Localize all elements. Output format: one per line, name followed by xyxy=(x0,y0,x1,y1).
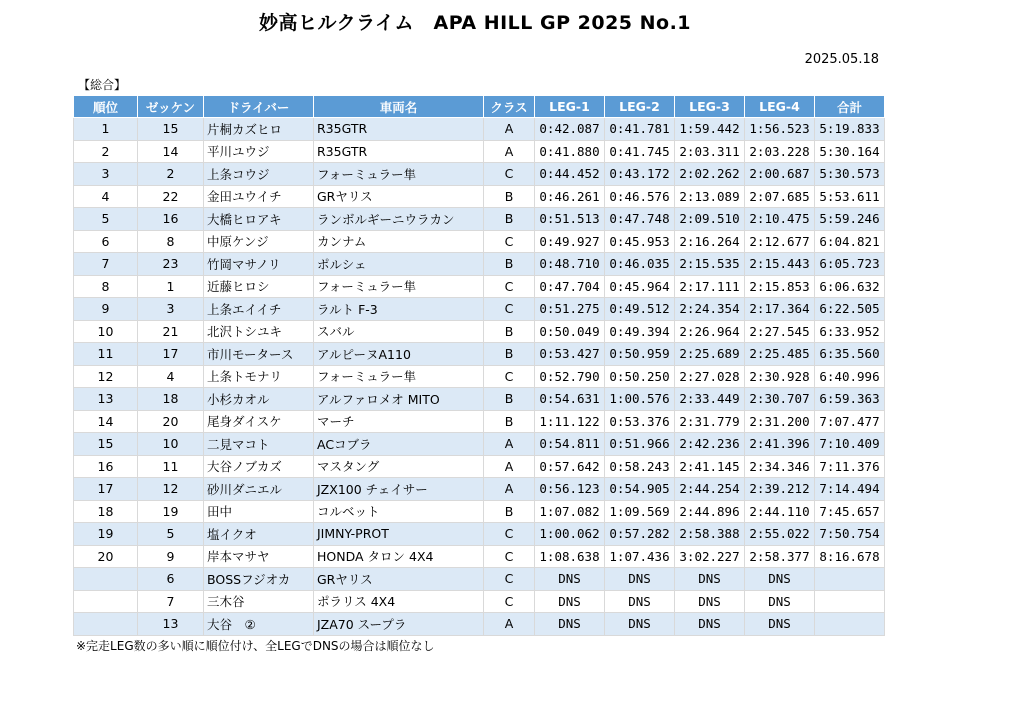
bib-header: ゼッケン xyxy=(138,96,204,118)
table-row xyxy=(74,590,885,613)
class-cell: A xyxy=(484,140,535,163)
leg3-cell: 2:03.311 xyxy=(675,140,745,163)
class-cell: B xyxy=(484,410,535,433)
rank-cell: 15 xyxy=(74,433,138,456)
car-cell: スバル xyxy=(314,320,484,343)
car-cell: ACコブラ xyxy=(314,433,484,456)
table-row xyxy=(74,613,885,636)
class-cell: B xyxy=(484,253,535,276)
leg4-cell: 2:30.928 xyxy=(745,365,815,388)
total-header: 合計 xyxy=(815,96,885,118)
car-cell: フォーミュラー隼 xyxy=(314,275,484,298)
bib-cell: 8 xyxy=(138,230,204,253)
class-cell: B xyxy=(484,343,535,366)
driver-cell: 近藤ヒロシ xyxy=(204,275,314,298)
bib-cell: 17 xyxy=(138,343,204,366)
total-cell: 7:11.376 xyxy=(815,455,885,478)
bib-cell: 12 xyxy=(138,478,204,501)
car-cell: JIMNY-PROT xyxy=(314,523,484,546)
rank-cell: 11 xyxy=(74,343,138,366)
leg1-cell: DNS xyxy=(535,568,605,591)
leg4-cell: 2:07.685 xyxy=(745,185,815,208)
rank-header: 順位 xyxy=(74,96,138,118)
class-cell: A xyxy=(484,118,535,141)
leg1-cell: 1:11.122 xyxy=(535,410,605,433)
table-row xyxy=(74,433,885,456)
leg1-cell: 0:41.880 xyxy=(535,140,605,163)
leg3-cell: 1:59.442 xyxy=(675,118,745,141)
leg3-cell: 2:58.388 xyxy=(675,523,745,546)
car-cell: カンナム xyxy=(314,230,484,253)
leg1-cell: 0:47.704 xyxy=(535,275,605,298)
leg3-header: LEG-3 xyxy=(675,96,745,118)
bib-cell: 20 xyxy=(138,410,204,433)
driver-cell: 塩イクオ xyxy=(204,523,314,546)
leg1-cell: 0:54.811 xyxy=(535,433,605,456)
table-row xyxy=(74,208,885,231)
total-cell: 5:30.573 xyxy=(815,163,885,186)
rank-cell: 1 xyxy=(74,118,138,141)
total-cell: 6:35.560 xyxy=(815,343,885,366)
leg3-cell: 2:02.262 xyxy=(675,163,745,186)
leg3-cell: 2:33.449 xyxy=(675,388,745,411)
car-cell: R35GTR xyxy=(314,140,484,163)
class-cell: B xyxy=(484,185,535,208)
total-cell xyxy=(815,590,885,613)
table-row xyxy=(74,478,885,501)
total-cell: 7:07.477 xyxy=(815,410,885,433)
table-row xyxy=(74,343,885,366)
total-cell: 7:45.657 xyxy=(815,500,885,523)
leg2-cell: 0:53.376 xyxy=(605,410,675,433)
leg1-cell: DNS xyxy=(535,590,605,613)
driver-cell: 上条トモナリ xyxy=(204,365,314,388)
leg4-cell: 2:15.853 xyxy=(745,275,815,298)
class-cell: C xyxy=(484,275,535,298)
leg1-cell: 0:53.427 xyxy=(535,343,605,366)
leg4-cell: 2:30.707 xyxy=(745,388,815,411)
table-row xyxy=(74,253,885,276)
table-row xyxy=(74,388,885,411)
leg3-cell: 2:16.264 xyxy=(675,230,745,253)
class-cell: C xyxy=(484,568,535,591)
bib-cell: 6 xyxy=(138,568,204,591)
leg1-cell: 1:07.082 xyxy=(535,500,605,523)
leg2-cell: 0:43.172 xyxy=(605,163,675,186)
class-cell: C xyxy=(484,298,535,321)
leg3-cell: 2:27.028 xyxy=(675,365,745,388)
leg3-cell: 2:25.689 xyxy=(675,343,745,366)
driver-cell: 上条エイイチ xyxy=(204,298,314,321)
leg1-cell: 0:51.275 xyxy=(535,298,605,321)
class-cell: C xyxy=(484,590,535,613)
leg1-cell: 0:46.261 xyxy=(535,185,605,208)
leg1-cell: 0:54.631 xyxy=(535,388,605,411)
table-row xyxy=(74,545,885,568)
table-row xyxy=(74,455,885,478)
driver-cell: 二見マコト xyxy=(204,433,314,456)
leg1-cell: 0:52.790 xyxy=(535,365,605,388)
rank-cell: 13 xyxy=(74,388,138,411)
total-cell: 6:59.363 xyxy=(815,388,885,411)
car-cell: JZA70 スープラ xyxy=(314,613,484,636)
rank-cell: 4 xyxy=(74,185,138,208)
rank-cell: 8 xyxy=(74,275,138,298)
car-cell: マーチ xyxy=(314,410,484,433)
rank-cell: 7 xyxy=(74,253,138,276)
leg3-cell: 2:44.896 xyxy=(675,500,745,523)
bib-cell: 14 xyxy=(138,140,204,163)
bib-cell: 18 xyxy=(138,388,204,411)
leg1-cell: DNS xyxy=(535,613,605,636)
driver-cell: 金田ユウイチ xyxy=(204,185,314,208)
bib-cell: 16 xyxy=(138,208,204,231)
class-cell: A xyxy=(484,455,535,478)
car-cell: フォーミュラー隼 xyxy=(314,163,484,186)
leg1-cell: 0:56.123 xyxy=(535,478,605,501)
table-row xyxy=(74,140,885,163)
total-cell: 5:53.611 xyxy=(815,185,885,208)
leg1-cell: 0:51.513 xyxy=(535,208,605,231)
leg2-cell: 0:54.905 xyxy=(605,478,675,501)
leg2-cell: 1:07.436 xyxy=(605,545,675,568)
leg3-cell: 2:44.254 xyxy=(675,478,745,501)
total-cell: 5:59.246 xyxy=(815,208,885,231)
bib-cell: 10 xyxy=(138,433,204,456)
total-cell xyxy=(815,613,885,636)
driver-cell: 岸本マサヤ xyxy=(204,545,314,568)
car-cell: ラルト F-3 xyxy=(314,298,484,321)
rank-cell xyxy=(74,613,138,636)
table-row xyxy=(74,410,885,433)
car-cell: R35GTR xyxy=(314,118,484,141)
leg2-cell: 0:50.959 xyxy=(605,343,675,366)
leg4-cell: 2:25.485 xyxy=(745,343,815,366)
bib-cell: 15 xyxy=(138,118,204,141)
leg2-cell: 0:50.250 xyxy=(605,365,675,388)
leg4-cell: 2:44.110 xyxy=(745,500,815,523)
footnote: ※完走LEG数の多い順に順位付け、全LEGでDNSの場合は順位なし xyxy=(76,639,435,653)
driver-cell: BOSSフジオカ xyxy=(204,568,314,591)
total-cell: 6:33.952 xyxy=(815,320,885,343)
driver-cell: 大谷ノブカズ xyxy=(204,455,314,478)
rank-cell: 5 xyxy=(74,208,138,231)
leg4-cell: DNS xyxy=(745,568,815,591)
leg4-cell: 2:03.228 xyxy=(745,140,815,163)
leg2-cell: DNS xyxy=(605,613,675,636)
leg2-header: LEG-2 xyxy=(605,96,675,118)
car-cell: アルピーヌA110 xyxy=(314,343,484,366)
class-cell: C xyxy=(484,365,535,388)
car-cell: JZX100 チェイサー xyxy=(314,478,484,501)
leg1-cell: 0:44.452 xyxy=(535,163,605,186)
leg2-cell: 0:57.282 xyxy=(605,523,675,546)
leg3-cell: 2:31.779 xyxy=(675,410,745,433)
leg4-cell: DNS xyxy=(745,590,815,613)
table-row xyxy=(74,298,885,321)
bib-cell: 3 xyxy=(138,298,204,321)
driver-cell: 大谷 ② xyxy=(204,613,314,636)
driver-cell: 片桐カズヒロ xyxy=(204,118,314,141)
leg4-cell: 2:10.475 xyxy=(745,208,815,231)
leg2-cell: 0:45.964 xyxy=(605,275,675,298)
driver-cell: 中原ケンジ xyxy=(204,230,314,253)
total-cell: 7:14.494 xyxy=(815,478,885,501)
rank-cell: 17 xyxy=(74,478,138,501)
driver-cell: 市川モータース xyxy=(204,343,314,366)
car-cell: コルベット xyxy=(314,500,484,523)
class-cell: A xyxy=(484,433,535,456)
car-header: 車両名 xyxy=(314,96,484,118)
bib-cell: 21 xyxy=(138,320,204,343)
leg2-cell: 0:47.748 xyxy=(605,208,675,231)
rank-cell: 9 xyxy=(74,298,138,321)
page-title: 妙高ヒルクライム APA HILL GP 2025 No.1 xyxy=(258,12,692,34)
event-date: 2025.05.18 xyxy=(804,52,879,67)
total-cell: 6:05.723 xyxy=(815,253,885,276)
leg2-cell: 0:58.243 xyxy=(605,455,675,478)
rank-cell: 2 xyxy=(74,140,138,163)
leg3-cell: 2:24.354 xyxy=(675,298,745,321)
results-table xyxy=(73,95,885,636)
leg4-cell: 2:58.377 xyxy=(745,545,815,568)
car-cell: GRヤリス xyxy=(314,568,484,591)
leg1-header: LEG-1 xyxy=(535,96,605,118)
driver-cell: 三木谷 xyxy=(204,590,314,613)
rank-cell xyxy=(74,590,138,613)
leg4-cell: 2:31.200 xyxy=(745,410,815,433)
leg3-cell: DNS xyxy=(675,613,745,636)
table-row xyxy=(74,365,885,388)
leg2-cell: 0:46.035 xyxy=(605,253,675,276)
leg2-cell: DNS xyxy=(605,568,675,591)
leg3-cell: 2:09.510 xyxy=(675,208,745,231)
table-row xyxy=(74,118,885,141)
bib-cell: 7 xyxy=(138,590,204,613)
rank-cell: 6 xyxy=(74,230,138,253)
driver-cell: 北沢トシユキ xyxy=(204,320,314,343)
leg3-cell: 2:41.145 xyxy=(675,455,745,478)
driver-header: ドライバー xyxy=(204,96,314,118)
bib-cell: 2 xyxy=(138,163,204,186)
total-cell: 6:04.821 xyxy=(815,230,885,253)
rank-cell: 14 xyxy=(74,410,138,433)
leg3-cell: 3:02.227 xyxy=(675,545,745,568)
rank-cell: 18 xyxy=(74,500,138,523)
leg1-cell: 0:57.642 xyxy=(535,455,605,478)
bib-cell: 22 xyxy=(138,185,204,208)
bib-cell: 23 xyxy=(138,253,204,276)
table-row xyxy=(74,523,885,546)
leg4-cell: 1:56.523 xyxy=(745,118,815,141)
leg2-cell: 0:51.966 xyxy=(605,433,675,456)
driver-cell: 上条コウジ xyxy=(204,163,314,186)
driver-cell: 大橋ヒロアキ xyxy=(204,208,314,231)
table-row xyxy=(74,230,885,253)
leg2-cell: 0:41.781 xyxy=(605,118,675,141)
car-cell: ポラリス 4X4 xyxy=(314,590,484,613)
leg2-cell: 1:09.569 xyxy=(605,500,675,523)
class-cell: C xyxy=(484,163,535,186)
leg4-cell: 2:17.364 xyxy=(745,298,815,321)
total-cell: 6:22.505 xyxy=(815,298,885,321)
table-row xyxy=(74,163,885,186)
leg3-cell: 2:17.111 xyxy=(675,275,745,298)
table-row xyxy=(74,275,885,298)
leg4-cell: 2:27.545 xyxy=(745,320,815,343)
leg2-cell: 0:41.745 xyxy=(605,140,675,163)
class-cell: C xyxy=(484,545,535,568)
driver-cell: 田中 xyxy=(204,500,314,523)
car-cell: ランボルギーニウラカン xyxy=(314,208,484,231)
car-cell: HONDA タロン 4X4 xyxy=(314,545,484,568)
results-body xyxy=(74,118,885,636)
car-cell: フォーミュラー隼 xyxy=(314,365,484,388)
class-cell: B xyxy=(484,500,535,523)
car-cell: GRヤリス xyxy=(314,185,484,208)
rank-cell: 19 xyxy=(74,523,138,546)
table-row xyxy=(74,320,885,343)
leg2-cell: DNS xyxy=(605,590,675,613)
car-cell: ポルシェ xyxy=(314,253,484,276)
leg2-cell: 0:45.953 xyxy=(605,230,675,253)
car-cell: マスタング xyxy=(314,455,484,478)
leg1-cell: 1:00.062 xyxy=(535,523,605,546)
bib-cell: 5 xyxy=(138,523,204,546)
car-cell: アルファロメオ MITO xyxy=(314,388,484,411)
bib-cell: 11 xyxy=(138,455,204,478)
class-cell: C xyxy=(484,523,535,546)
total-cell: 7:50.754 xyxy=(815,523,885,546)
leg4-cell: 2:55.022 xyxy=(745,523,815,546)
class-cell: B xyxy=(484,388,535,411)
leg1-cell: 0:48.710 xyxy=(535,253,605,276)
class-cell: A xyxy=(484,613,535,636)
leg3-cell: 2:15.535 xyxy=(675,253,745,276)
leg1-cell: 0:42.087 xyxy=(535,118,605,141)
leg2-cell: 0:49.394 xyxy=(605,320,675,343)
class-cell: B xyxy=(484,320,535,343)
leg4-cell: DNS xyxy=(745,613,815,636)
leg3-cell: DNS xyxy=(675,590,745,613)
leg4-cell: 2:34.346 xyxy=(745,455,815,478)
total-cell: 6:40.996 xyxy=(815,365,885,388)
leg3-cell: 2:13.089 xyxy=(675,185,745,208)
driver-cell: 小杉カオル xyxy=(204,388,314,411)
bib-cell: 4 xyxy=(138,365,204,388)
table-row xyxy=(74,185,885,208)
driver-cell: 砂川ダニエル xyxy=(204,478,314,501)
driver-cell: 尾身ダイスケ xyxy=(204,410,314,433)
rank-cell: 10 xyxy=(74,320,138,343)
leg4-cell: 2:15.443 xyxy=(745,253,815,276)
total-cell: 5:30.164 xyxy=(815,140,885,163)
leg3-cell: 2:42.236 xyxy=(675,433,745,456)
driver-cell: 竹岡マサノリ xyxy=(204,253,314,276)
total-cell: 6:06.632 xyxy=(815,275,885,298)
leg2-cell: 0:46.576 xyxy=(605,185,675,208)
total-cell: 7:10.409 xyxy=(815,433,885,456)
bib-cell: 13 xyxy=(138,613,204,636)
leg4-cell: 2:41.396 xyxy=(745,433,815,456)
leg2-cell: 0:49.512 xyxy=(605,298,675,321)
total-cell xyxy=(815,568,885,591)
rank-cell xyxy=(74,568,138,591)
rank-cell: 20 xyxy=(74,545,138,568)
leg4-cell: 2:00.687 xyxy=(745,163,815,186)
leg1-cell: 0:49.927 xyxy=(535,230,605,253)
bib-cell: 19 xyxy=(138,500,204,523)
total-cell: 8:16.678 xyxy=(815,545,885,568)
total-cell: 5:19.833 xyxy=(815,118,885,141)
leg4-cell: 2:12.677 xyxy=(745,230,815,253)
bib-cell: 1 xyxy=(138,275,204,298)
leg1-cell: 0:50.049 xyxy=(535,320,605,343)
driver-cell: 平川ユウジ xyxy=(204,140,314,163)
rank-cell: 16 xyxy=(74,455,138,478)
class-cell: B xyxy=(484,208,535,231)
table-row xyxy=(74,568,885,591)
leg2-cell: 1:00.576 xyxy=(605,388,675,411)
leg4-header: LEG-4 xyxy=(745,96,815,118)
leg3-cell: 2:26.964 xyxy=(675,320,745,343)
leg1-cell: 1:08.638 xyxy=(535,545,605,568)
bib-cell: 9 xyxy=(138,545,204,568)
class-cell: A xyxy=(484,478,535,501)
leg4-cell: 2:39.212 xyxy=(745,478,815,501)
leg3-cell: DNS xyxy=(675,568,745,591)
section-label: 【総合】 xyxy=(78,78,127,92)
class-cell: C xyxy=(484,230,535,253)
table-row xyxy=(74,500,885,523)
rank-cell: 3 xyxy=(74,163,138,186)
class-header: クラス xyxy=(484,96,535,118)
rank-cell: 12 xyxy=(74,365,138,388)
header-row xyxy=(74,96,885,118)
